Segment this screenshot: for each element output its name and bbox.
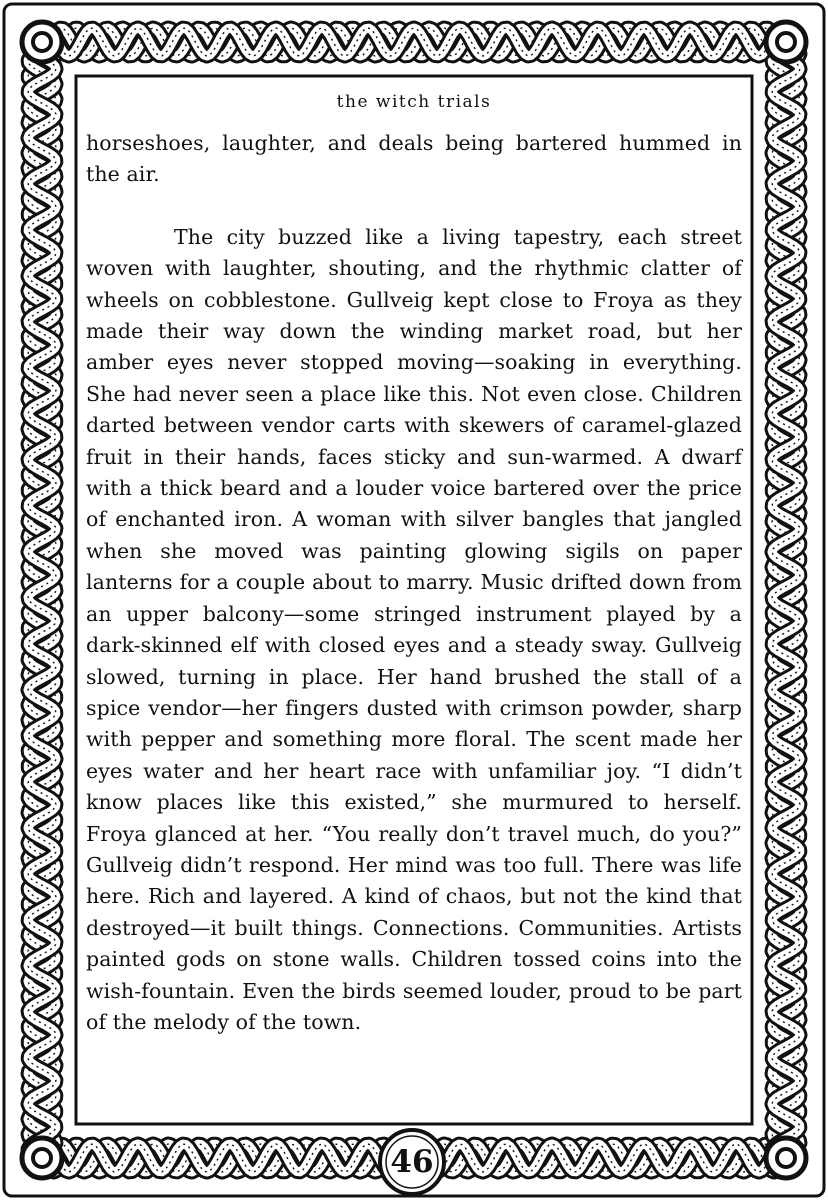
- running-header-title: the witch trials: [336, 92, 492, 112]
- page-content: [86, 86, 742, 1122]
- paragraph-main: The city buzzed like a living tapestry, each street woven with laughter, shouting, and the rhythmic clatter of wheels on cobblestone. Gullveig kept close to Froya as they made their way down the winding market road, but her amber eyes never stopped moving—soaking in everything. She had never seen a place like this. Not even close. Children darted between vendor carts with skewers of caramel-glazed fruit in their hands, faces sticky and sun-warmed. A dwarf with a thick beard and a louder voice bartered over the price of enchanted iron. A woman with silver bangles that jangled when she moved was painting glowing sigils on paper lanterns for a couple about to marry. Music drifted down from an upper balcony—some stringed instrument played by a dark-skinned elf with closed eyes and a steady sway. Gullveig slowed, turning in place. Her hand brushed the stall of a spice vendor—her fingers dusted with crimson powder, sharp with pepper and something more floral. The scent made her eyes water and her heart race with unfamiliar joy. “I didn’t know places like this existed,” she murmured to herself. Froya glanced at her. “You really don’t travel much, do you?” Gullveig didn’t respond. Her mind was too full. There was life here. Rich and layered. A kind of chaos, but not the kind that destroyed—it built things. Connections. Communities. Artists painted gods on stone walls. Children tossed coins into the wish-fountain. Even the birds seemed louder, proud to be part of the melody of the town.: [86, 224, 742, 1034]
- paragraph-continued: horseshoes, laughter, and deals being bartered hummed in the air.: [86, 131, 742, 187]
- page-number: 46: [390, 1144, 434, 1180]
